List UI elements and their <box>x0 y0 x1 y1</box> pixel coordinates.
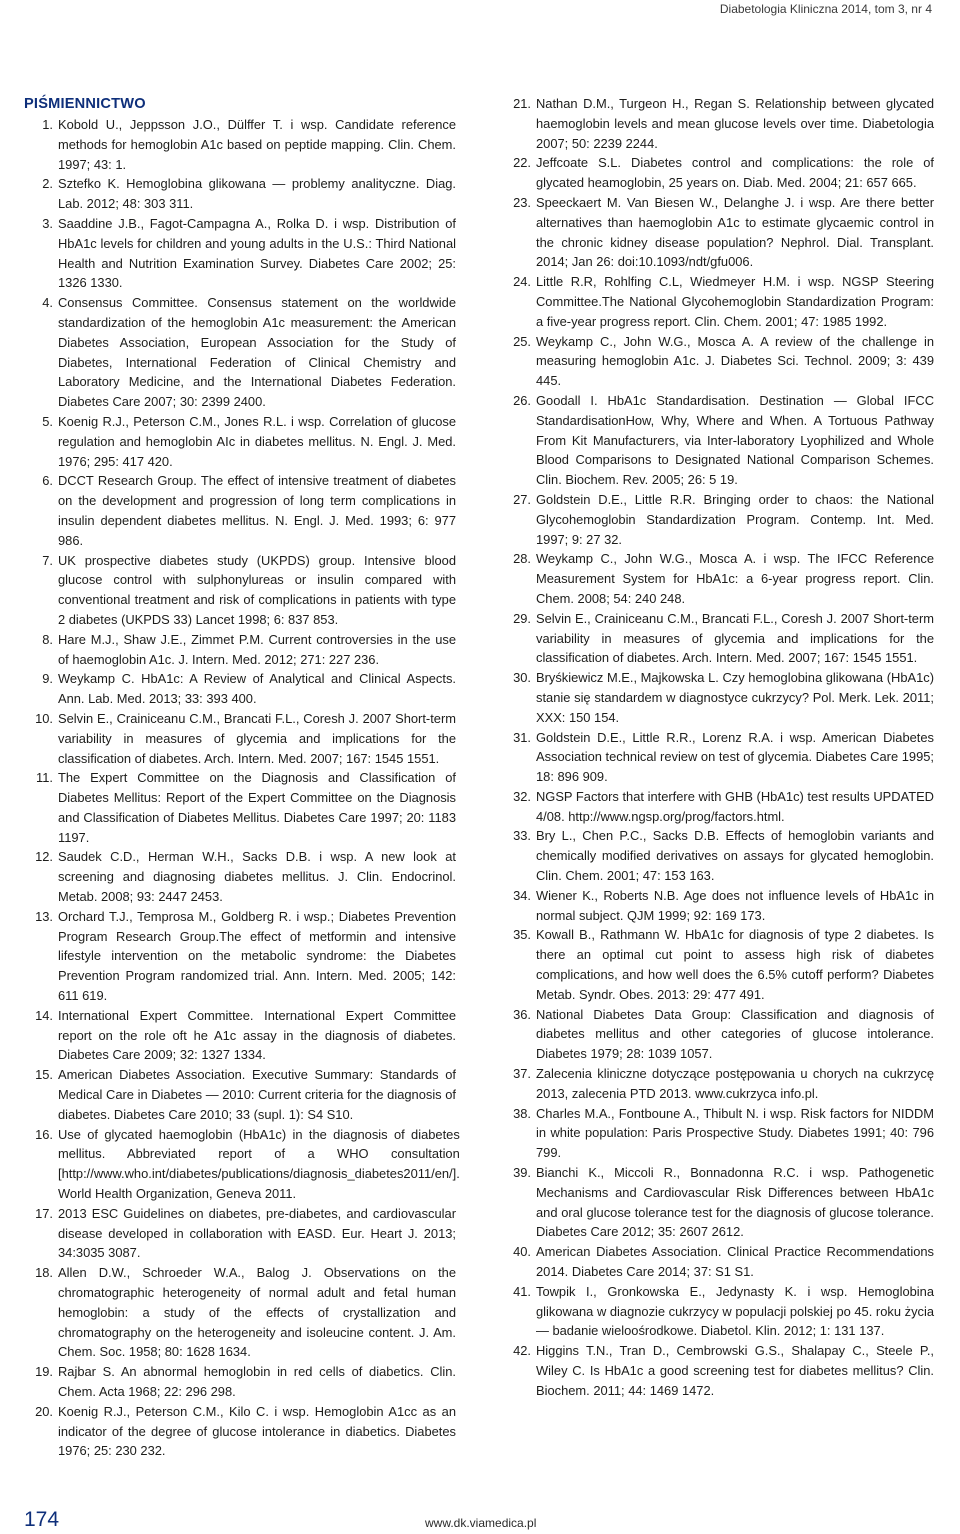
reference-item <box>24 115 456 174</box>
reference-text: Use of glycated haemoglobin (HbA1c) in the diagnosis of diabetes mellitus. Abbreviated report of a WHO consultation [http://www.who.int/diabetes/publications/diagnosis_diabetes2011/en/]. World Health Organization, Geneva 2011. <box>58 1126 460 1202</box>
reference-item <box>502 826 934 885</box>
reference-item <box>24 293 456 412</box>
reference-item <box>502 668 934 727</box>
reference-item <box>24 551 456 630</box>
reference-number: 29. <box>513 610 531 626</box>
reference-item <box>24 471 456 550</box>
reference-number: 31. <box>513 729 531 745</box>
journal-citation: Diabetologia Kliniczna 2014, tom 3, nr 4 <box>719 2 932 16</box>
reference-text: Saudek C.D., Herman W.H., Sacks D.B. i wsp. A new look at screening and diagnosing diabetes mellitus. J. Clin. Endocrinol. Metab. 2008; 93: 2447 2453. <box>58 849 456 905</box>
reference-number: 19. <box>35 1364 53 1380</box>
reference-item <box>502 1064 934 1104</box>
reference-text: Goodall I. HbA1c Standardisation. Destination — Global IFCC StandardisationHow, Why, Where and When. A Tortuous Pathway From Kit Manufacturers, via Inter-laboratory Lyophilized and Whole Blood Comparisons to Designated National Comparison Schemes. Clin. Biochem. Rev. 2005; 26: 5 19. <box>536 392 934 488</box>
reference-text: Speeckaert M. Van Biesen W., Delanghe J. i wsp. Are there better alternatives than haemoglobin A1c to estimate glycaemic control in the chronic kidney disease population? Nephrol. Dial. Transplant. 2014; Jan 26: doi:10.1093/ndt/gfu006. <box>536 194 934 270</box>
reference-number: 26. <box>513 392 531 408</box>
reference-number: 14. <box>35 1007 53 1023</box>
reference-number: 16. <box>35 1126 53 1142</box>
reference-text: Consensus Committee. Consensus statement on the worldwide standardization of the hemoglobin A1c measurement: the American Diabetes Association, European Association for the Study of Diabetes, International Federation of Clinical Chemistry and Laboratory Medicine, and the International Diabetes Federation. Diabetes Care 2007; 30: 2399 2400. <box>58 295 456 410</box>
reference-text: Saaddine J.B., Fagot-Campagna A., Rolka D. i wsp. Distribution of HbA1c levels for children and young adults in the U.S.: Third National Health and Nutrition Examination Survey. Diabetes Care 2002; 25: 1326 1330. <box>58 215 456 291</box>
reference-text: Hare M.J., Shaw J.E., Zimmet P.M. Current controversies in the use of haemoglobin A1c. J. Intern. Med. 2012; 271: 227 236. <box>58 631 456 667</box>
reference-text: Allen D.W., Schroeder W.A., Balog J. Observations on the chromatographic heterogeneity of normal adult and fetal human hemoglobin: a study of the effects of crystallization and chromatography on the heterogeneity and isoleucine content. J. Am. Chem. Soc. 1958; 80: 1628 1634. <box>58 1265 456 1360</box>
reference-number: 30. <box>513 670 531 686</box>
reference-list-left <box>24 115 460 1461</box>
reference-item <box>24 174 456 214</box>
reference-text: NGSP Factors that interfere with GHB (HbA1c) test results UPDATED 4/08. http://www.ngsp.org/prog/factors.html. <box>536 788 934 824</box>
reference-text: Weykamp C., John W.G., Mosca A. i wsp. The IFCC Reference Measurement System for HbA1c: a 6-year progress report. Clin. Chem. 2008; 54: 240 248. <box>536 551 934 606</box>
reference-number: 22. <box>513 155 531 171</box>
reference-item <box>502 787 934 827</box>
reference-number: 23. <box>513 194 531 210</box>
reference-item <box>24 709 456 768</box>
reference-item <box>502 391 934 490</box>
reference-number: 6. <box>42 473 53 489</box>
reference-item <box>502 1282 934 1341</box>
running-header <box>0 0 960 20</box>
reference-item <box>24 630 456 670</box>
reference-item <box>24 669 456 709</box>
reference-text: Nathan D.M., Turgeon H., Regan S. Relationship between glycated haemoglobin levels and mean glucose levels over time. Diabetologia 2007; 50: 2239 2244. <box>536 96 934 151</box>
reference-text: DCCT Research Group. The effect of intensive treatment of diabetes on the development and progression of long term complications in insulin dependent diabetes mellitus. N. Engl. J. Med. 1993; 6: 977 986. <box>58 473 456 548</box>
reference-number: 17. <box>35 1205 53 1221</box>
reference-number: 38. <box>513 1105 531 1121</box>
reference-text: Sztefko K. Hemoglobina glikowana — problemy analityczne. Diag. Lab. 2012; 48: 303 311. <box>58 176 456 212</box>
reference-text: National Diabetes Data Group: Classification and diagnosis of diabetes mellitus and other categories of glucose intolerance. Diabetes 1979; 28: 1039 1057. <box>536 1006 934 1062</box>
reference-text: Koenig R.J., Peterson C.M., Kilo C. i wsp. Hemoglobin A1cc as an indicator of the degree of glucose intolerance in diabetics. Diabetes 1976; 25: 230 232. <box>58 1403 456 1459</box>
reference-number: 1. <box>42 117 53 132</box>
reference-number: 7. <box>42 552 53 568</box>
reference-number: 35. <box>513 927 531 943</box>
reference-text: Bry L., Chen P.C., Sacks D.B. Effects of hemoglobin variants and chemically modified derivatives on assays for glycated hemoglobin. Clin. Chem. 2001; 47: 153 163. <box>536 828 934 884</box>
reference-item <box>24 907 456 1006</box>
reference-text: Jeffcoate S.L. Diabetes control and complications: the role of glycated heamoglobin, 25 years on. Diab. Med. 2004; 21: 657 665. <box>536 155 934 191</box>
reference-text: UK prospective diabetes study (UKPDS) group. Intensive blood glucose control with sulphonylureas or insulin compared with conventional treatment and risk of complications in patients with type 2 diabetes (UKPDS 33) Lancet 1998; 6: 837 853. <box>58 552 456 627</box>
footer-url[interactable]: www.dk.viamedica.pl <box>425 1516 537 1530</box>
reference-item <box>502 728 934 787</box>
reference-text: Zalecenia kliniczne dotyczące postępowania u chorych na cukrzycę 2013, zalecenia PTD 2013. www.cukrzyca info.pl. <box>536 1066 934 1101</box>
reference-item <box>502 1242 934 1282</box>
reference-item <box>24 1362 456 1402</box>
reference-number: 25. <box>513 333 531 349</box>
reference-text: Wiener K., Roberts N.B. Age does not influence levels of HbA1c in normal subject. QJM 1999; 92: 169 173. <box>536 887 934 923</box>
reference-item <box>24 214 456 293</box>
reference-list-right <box>502 94 934 1401</box>
reference-text: Weykamp C. HbA1c: A Review of Analytical and Clinical Aspects. Ann. Lab. Med. 2013; 33: 393 400. <box>58 671 456 707</box>
reference-number: 12. <box>35 849 53 865</box>
reference-number: 2. <box>42 176 53 192</box>
reference-item <box>24 1006 456 1065</box>
reference-number: 32. <box>513 788 531 804</box>
reference-item <box>24 1204 456 1263</box>
reference-item <box>502 490 934 549</box>
reference-text: American Diabetes Association. Clinical Practice Recommendations 2014. Diabetes Care 2014; 37: S1 S1. <box>536 1244 934 1280</box>
reference-item <box>24 412 456 471</box>
reference-item <box>502 94 934 153</box>
reference-number: 39. <box>513 1165 531 1181</box>
reference-item <box>502 609 934 668</box>
reference-number: 8. <box>42 631 53 647</box>
reference-item <box>24 1263 456 1362</box>
reference-item <box>24 768 456 847</box>
reference-number: 36. <box>513 1006 531 1022</box>
reference-text: Higgins T.N., Tran D., Cembrowski G.S., Shalapay C., Steele P., Wiley C. Is HbA1c a good screening test for diabetes mellitus? Clin. Biochem. 2011; 44: 1469 1472. <box>536 1343 934 1398</box>
reference-text: Charles M.A., Fontboune A., Thibult N. i wsp. Risk factors for NIDDM in white population: Paris Prospective Study. Diabetes 1991; 40: 796 799. <box>536 1105 934 1161</box>
reference-number: 34. <box>513 887 531 903</box>
reference-number: 15. <box>35 1067 53 1083</box>
reference-number: 20. <box>35 1403 53 1419</box>
reference-number: 3. <box>42 215 53 231</box>
reference-text: Towpik I., Gronkowska E., Jedynasty K. i wsp. Hemoglobina glikowana w diagnozie cukrzycy w populacji polskiej po 45. roku życia — badanie wieloośrodkowe. Diabetol. Klin. 2012; 1: 131 137. <box>536 1283 934 1339</box>
reference-text: Kowall B., Rathmann W. HbA1c for diagnosis of type 2 diabetes. Is there an optimal cut point to assess high risk of diabetes complications, and how well does the 6.5% cutoff perform? Diabetes Metab. Syndr. Obes. 2013: 29: 477 491. <box>536 927 934 1002</box>
reference-number: 13. <box>35 908 53 924</box>
reference-number: 4. <box>42 295 53 311</box>
references-column-left <box>24 94 460 1461</box>
reference-text: Bryśkiewicz M.E., Majkowska L. Czy hemoglobina glikowana (HbA1c) stanie się standardem w diagnostyce cukrzycy? Pol. Merk. Lek. 2011; XXX: 150 154. <box>536 670 934 725</box>
reference-text: Koenig R.J., Peterson C.M., Jones R.L. i wsp. Correlation of glucose regulation and hemoglobin AIc in diabetes mellitus. N. Engl. J. Med. 1976; 295: 417 420. <box>58 413 456 469</box>
reference-number: 37. <box>513 1066 531 1082</box>
reference-number: 10. <box>35 710 53 726</box>
reference-item <box>24 847 456 906</box>
reference-text: American Diabetes Association. Executive Summary: Standards of Medical Care in Diabetes — 2010: Current criteria for the diagnosis of diabetes. Diabetes Care 2010; 33 (supl. 1): S4 S10. <box>58 1067 456 1122</box>
reference-text: Selvin E., Crainiceanu C.M., Brancati F.L., Coresh J. 2007 Short-term variability in measures of glycemia and implications for the classification of diabetes. Arch. Intern. Med. 2007; 167: 1545 1551. <box>536 610 934 666</box>
reference-text: Little R.R, Rohlfing C.L, Wiedmeyer H.M. i wsp. NGSP Steering Committee.The National Glycohemoglobin Standardization Program: a five-year progress report. Clin. Chem. 2001; 47: 1985 1992. <box>536 274 934 329</box>
reference-text: International Expert Committee. International Expert Committee report on the role oft he A1c assay in the diagnosis of diabetes. Diabetes Care 2009; 32: 1327 1334. <box>58 1007 456 1063</box>
reference-text: The Expert Committee on the Diagnosis and Classification of Diabetes Mellitus: Report of the Expert Committee on the Diagnosis and Classification of Diabetes Mellitus. Diabetes Care 1997; 20: 1183 1197. <box>58 770 456 845</box>
reference-text: Rajbar S. An abnormal hemoglobin in red cells of diabetics. Clin. Chem. Acta 1968; 22: 296 298. <box>58 1364 456 1399</box>
reference-text: Selvin E., Crainiceanu C.M., Brancati F.L., Coresh J. 2007 Short-term variability in measures of glycemia and implications for the classification of diabetes. Arch. Intern. Med. 2007; 167: 1545 1551. <box>58 710 456 766</box>
reference-item <box>502 1341 934 1400</box>
page-number: 174 <box>24 1508 60 1531</box>
references-column-right <box>502 94 934 1401</box>
reference-number: 11. <box>36 770 53 786</box>
reference-item <box>502 1005 934 1064</box>
reference-item <box>502 925 934 1004</box>
reference-text: Goldstein D.E., Little R.R. Bringing order to chaos: the National Glycohemoglobin Standardization Program. Contemp. Int. Med. 1997; 9: 27 32. <box>536 491 934 547</box>
reference-item <box>502 332 934 391</box>
reference-number: 27. <box>513 491 531 507</box>
reference-number: 28. <box>513 551 531 567</box>
reference-text: Goldstein D.E., Little R.R., Lorenz R.A. i wsp. American Diabetes Association technical review on test of glycemia. Diabetes Care 1995; 18: 896 909. <box>536 729 934 785</box>
reference-number: 5. <box>42 413 53 429</box>
reference-item <box>24 1125 460 1204</box>
reference-item <box>24 1065 456 1124</box>
reference-number: 41. <box>513 1283 531 1299</box>
reference-item <box>502 193 934 272</box>
reference-text: 2013 ESC Guidelines on diabetes, pre-diabetes, and cardiovascular disease developed in collaboration with EASD. Eur. Heart J. 2013; 34:3035 3087. <box>58 1205 456 1261</box>
reference-number: 9. <box>42 671 53 687</box>
section-title: PIŚMIENNICTWO <box>24 96 146 112</box>
reference-number: 40. <box>513 1244 531 1260</box>
reference-number: 33. <box>513 828 531 844</box>
reference-number: 42. <box>513 1343 531 1359</box>
reference-number: 18. <box>35 1265 53 1281</box>
reference-item <box>502 549 934 608</box>
reference-text: Weykamp C., John W.G., Mosca A. A review of the challenge in measuring hemoglobin A1c. J. Diabetes Sci. Technol. 2009; 3: 439 445. <box>536 333 934 389</box>
reference-text: Bianchi K., Miccoli R., Bonnadonna R.C. i wsp. Pathogenetic Mechanisms and Cardiovascular Risk Differences between HbA1c and oral glucose tolerance test for the diagnosis of glucose tolerance. Diabetes Care 2012; 35: 2607 2612. <box>536 1165 934 1240</box>
reference-item <box>502 153 934 193</box>
reference-number: 24. <box>513 274 531 290</box>
reference-item <box>502 886 934 926</box>
reference-text: Kobold U., Jeppsson J.O., Dülffer T. i wsp. Candidate reference methods for hemoglobin A1c based on peptide mapping. Clin. Chem. 1997; 43: 1. <box>58 117 456 172</box>
reference-item <box>502 272 934 331</box>
reference-text: Orchard T.J., Temprosa M., Goldberg R. i wsp.; Diabetes Prevention Program Research Group.The effect of metformin and intensive lifestyle intervention on the metabolic syndrome: the Diabetes Prevention Program randomized trial. Ann. Intern. Med. 2005; 142: 611 619. <box>58 908 456 1004</box>
reference-item <box>24 1402 456 1461</box>
reference-item <box>502 1104 934 1163</box>
reference-item <box>502 1163 934 1242</box>
reference-number: 21. <box>513 96 531 111</box>
